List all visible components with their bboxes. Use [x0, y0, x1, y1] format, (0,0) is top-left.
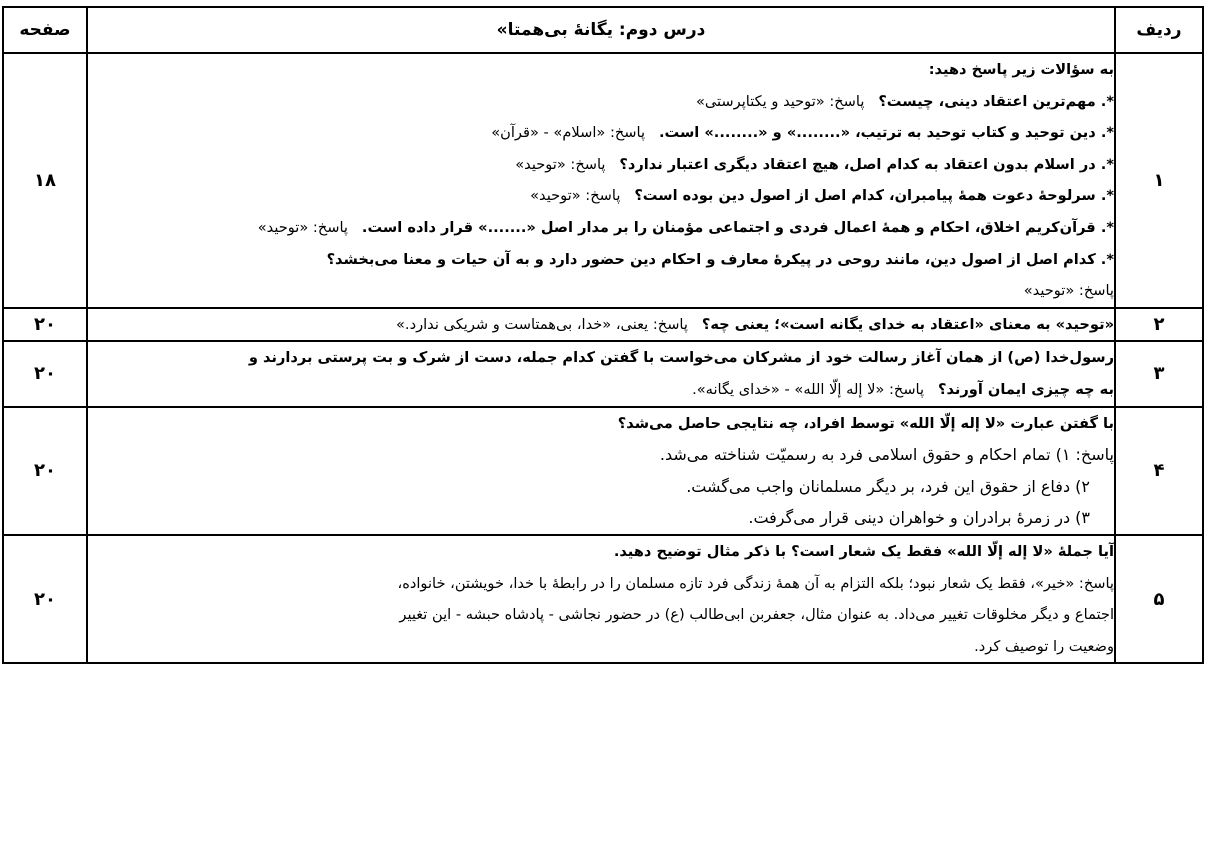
answer-text: پاسخ: «توحید و یکتاپرستی»	[695, 92, 865, 110]
header-page: صفحه	[3, 7, 87, 53]
question-line	[88, 275, 1114, 307]
question-line	[88, 568, 1114, 600]
row-number: ۲	[1115, 308, 1203, 342]
question-text: با گفتن عبارت «لا إله إلّا الله» توسط افراد، چه نتایجی حاصل می‌شد؟	[617, 414, 1114, 432]
table-row	[3, 535, 1203, 663]
answer-text: پاسخ: «توحید»	[515, 155, 606, 173]
question-text: *. قرآن‌کریم اخلاق، احکام و همهٔ اعمال فردی و اجتماعی مؤمنان را بر مدار اصل «.......» قرار داده است.	[361, 218, 1114, 236]
question-text: «توحید» به معنای «اعتقاد به خدای یگانه است»؛ یعنی چه؟	[701, 315, 1114, 333]
table-row	[3, 53, 1203, 308]
question-line	[88, 212, 1114, 244]
question-line	[88, 439, 1114, 471]
question-line	[88, 471, 1114, 503]
question-line	[88, 408, 1114, 440]
question-table	[2, 6, 1204, 664]
question-line	[88, 309, 1114, 341]
question-cell	[87, 407, 1115, 535]
page-number: ۱۸	[3, 53, 87, 308]
table-row	[3, 308, 1203, 342]
answer-text: وضعیت را توصیف کرد.	[974, 637, 1114, 655]
question-line	[88, 54, 1114, 86]
answer-text: اجتماع و دیگر مخلوقات تغییر می‌داد. به عنوان مثال، جعفربن ابی‌طالب (ع) در حضور نجاشی - پادشاه حبشه - این تغییر	[399, 606, 1114, 624]
question-cell	[87, 341, 1115, 406]
question-text: *. کدام اصل از اصول دین، مانند روحی در پیکرهٔ معارف و احکام دین حضور دارد و به آن حیات و معنا می‌بخشد؟	[326, 250, 1114, 268]
row-number: ۱	[1115, 53, 1203, 308]
question-cell	[87, 53, 1115, 308]
row-number: ۳	[1115, 341, 1203, 406]
question-line	[88, 536, 1114, 568]
table-row	[3, 341, 1203, 406]
question-line	[88, 502, 1114, 534]
question-cell	[87, 308, 1115, 342]
question-line	[88, 117, 1114, 149]
question-line	[88, 342, 1114, 374]
answer-text: پاسخ: «توحید»	[1023, 282, 1114, 300]
answer-text: پاسخ: ۱) تمام احکام و حقوق اسلامی فرد به رسمیّت شناخته می‌شد.	[659, 445, 1114, 465]
question-text: *. در اسلام بدون اعتقاد به کدام اصل، هیچ اعتقاد دیگری اعتبار ندارد؟	[619, 155, 1114, 173]
question-text: *. سرلوحهٔ دعوت همهٔ پیامبران، کدام اصل از اصول دین بوده است؟	[634, 187, 1114, 205]
answer-text: پاسخ: «لا إله إلّا الله» - «خدای یگانه».	[692, 380, 925, 398]
header-lesson-title: درس دوم: یگانهٔ بی‌همتا»	[87, 7, 1115, 53]
answer-text: ۲) دفاع از حقوق این فرد، بر دیگر مسلمانان واجب می‌گشت.	[686, 476, 1090, 496]
question-line	[88, 149, 1114, 181]
question-line	[88, 631, 1114, 663]
answer-text: پاسخ: «خیر»، فقط یک شعار نبود؛ بلکه التزام به آن همهٔ زندگی فرد تازه مسلمان را در رابطهٔ با خدا، خویشتن، خانواده،	[397, 574, 1114, 592]
question-text: رسول‌خدا (ص) از همان آغاز رسالت خود از مشرکان می‌خواست با گفتن کدام جمله، دست از شرک و بت پرستی بردارند و	[248, 349, 1114, 367]
question-line	[88, 374, 1114, 406]
question-text: به سؤالات زیر پاسخ دهید:	[928, 61, 1114, 78]
page-number: ۲۰	[3, 308, 87, 342]
page-number: ۲۰	[3, 341, 87, 406]
question-text: به چه چیزی ایمان آورند؟	[937, 380, 1114, 398]
table-header-row	[3, 7, 1203, 53]
row-number: ۵	[1115, 535, 1203, 663]
question-line	[88, 86, 1114, 118]
question-text: آیا جملهٔ «لا إله إلّا الله» فقط یک شعار است؟ با ذکر مثال توضیح دهید.	[613, 542, 1114, 560]
question-line	[88, 180, 1114, 212]
answer-text: پاسخ: یعنی، «خدا، بی‌همتاست و شریکی ندارد.»	[396, 315, 688, 333]
answer-text: پاسخ: «توحید»	[257, 218, 348, 236]
table-row	[3, 407, 1203, 535]
answer-text: پاسخ: «اسلام» - «قرآن»	[491, 124, 646, 142]
question-line	[88, 244, 1114, 276]
question-line	[88, 599, 1114, 631]
page-number: ۲۰	[3, 407, 87, 535]
question-text: *. مهم‌ترین اعتقاد دینی، چیست؟	[878, 92, 1114, 110]
question-text: *. دین توحید و کتاب توحید به ترتیب، «........» و «........» است.	[658, 124, 1114, 142]
question-cell	[87, 535, 1115, 663]
header-row-number: ردیف	[1115, 7, 1203, 53]
row-number: ۴	[1115, 407, 1203, 535]
page-number: ۲۰	[3, 535, 87, 663]
answer-text: ۳) در زمرهٔ برادران و خواهران دینی قرار می‌گرفت.	[748, 508, 1090, 528]
answer-text: پاسخ: «توحید»	[530, 187, 621, 205]
